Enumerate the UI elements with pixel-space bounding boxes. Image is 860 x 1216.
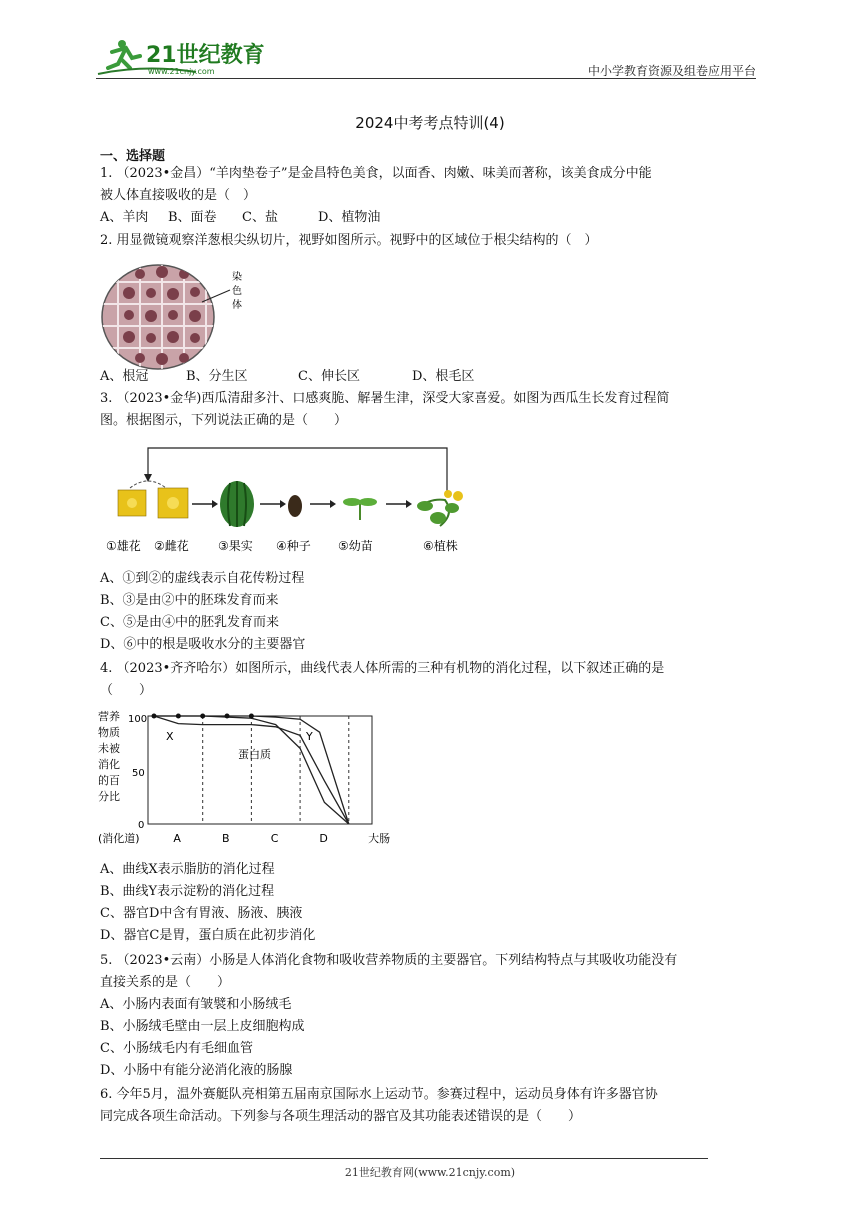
q1-options	[100, 209, 380, 227]
q6-stem-cont: 同完成各项生命活动。下列参与各项生理活动的器官及其功能表述错误的是（ ）	[100, 1109, 582, 1124]
xlabel: (消化道)	[98, 832, 140, 845]
ylabel-line-1: 营养	[98, 710, 120, 723]
q5-stem: 5. （2023•云南）小肠是人体消化食物和吸收营养物质的主要器官。下列结构特点与其吸收功能没有	[100, 953, 678, 968]
q1-option-d: D、植物油	[318, 210, 381, 225]
q4-stem: 4. （2023•齐齐哈尔）如图所示，曲线代表人体所需的三种有机物的消化过程，以下叙述正确的是	[100, 661, 665, 676]
q5-option-c: C、小肠绒毛内有毛细血管	[100, 1041, 253, 1056]
q2-micrograph	[100, 262, 260, 372]
ylabel-line-5: 的百	[98, 774, 120, 787]
q3-watermelon-lifecycle	[100, 438, 480, 560]
fig-label-seed: ④种子	[276, 539, 311, 553]
q2-option-d: D、根毛区	[412, 369, 475, 384]
svg-text:www.21cnjy.com: www.21cnjy.com	[148, 67, 215, 76]
ytick-50: 50	[132, 768, 145, 779]
q3-option-b: B、③是由②中的胚珠发育而来	[100, 593, 279, 608]
data-point-3	[200, 714, 205, 719]
data-point-4	[225, 714, 230, 719]
q4-option-b: B、曲线Y表示淀粉的消化过程	[100, 884, 275, 899]
q4-digestion-chart	[96, 706, 391, 848]
q1-stem-cont: 被人体直接吸收的是（ ）	[100, 188, 257, 203]
q3-option-d: D、⑥中的根是吸收水分的主要器官	[100, 637, 306, 652]
fig-label-female-flower: ②雌花	[154, 539, 189, 553]
q1-option-c: C、盐	[242, 210, 278, 225]
svg-text:21世纪教育: 21世纪教育	[146, 43, 265, 68]
ylabel-line-6: 分比	[98, 790, 120, 803]
q2-option-c: C、伸长区	[298, 369, 360, 384]
ytick-0: 0	[138, 820, 145, 831]
q3-stem: 3. （2023•金华)西瓜清甜多汁、口感爽脆、解暑生津，深受大家喜爱。如图为西瓜生长发育过程简	[100, 391, 670, 406]
q4-stem-cont: （ ）	[100, 683, 153, 698]
xtick-5: 大肠	[368, 832, 391, 845]
q3-stem-cont: 图。根据图示，下列说法正确的是（ ）	[100, 413, 348, 428]
curve-label-y: Y	[306, 730, 313, 743]
data-point-1	[152, 714, 157, 719]
q2-option-b: B、分生区	[186, 369, 248, 384]
section-heading: 一、选择题	[100, 149, 166, 164]
curve-label-protein: 蛋白质	[238, 748, 271, 761]
chromosome-label-1: 染	[232, 272, 242, 283]
fig-label-plant: ⑥植株	[423, 539, 458, 553]
q4-option-d: D、器官C是胃，蛋白质在此初步消化	[100, 928, 316, 943]
ylabel-line-3: 未被	[98, 742, 120, 755]
q1-stem: 1. （2023•金昌）“羊肉垫卷子”是金昌特色美食，以面香、肉嫩、味美而著称，该美食成分中能	[100, 166, 652, 181]
xtick-4: D	[319, 832, 328, 845]
q3-option-c: C、⑤是由④中的胚乳发育而来	[100, 615, 279, 630]
xtick-1: A	[173, 832, 181, 845]
q2-options	[100, 368, 474, 386]
data-point-5	[249, 714, 254, 719]
footer-text: 21世纪教育网(www.21cnjy.com)	[344, 1166, 516, 1179]
header-divider	[96, 78, 756, 79]
plot-frame	[148, 716, 372, 824]
fig-label-seedling: ⑤幼苗	[338, 539, 373, 553]
ylabel-line-4: 消化	[98, 758, 120, 771]
q5-option-b: B、小肠绒毛壁由一层上皮细胞构成	[100, 1019, 305, 1034]
ylabel-line-2: 物质	[98, 726, 120, 739]
q5-option-d: D、小肠中有能分泌消化液的肠腺	[100, 1063, 293, 1078]
q4-option-c: C、器官D中含有胃液、肠液、胰液	[100, 906, 303, 921]
q2-stem: 2. 用显微镜观察洋葱根尖纵切片，视野如图所示。视野中的区域位于根尖结构的（ ）	[100, 233, 598, 248]
data-point-2	[176, 714, 181, 719]
fig-label-fruit: ③果实	[218, 539, 253, 553]
platform-name: 中小学教育资源及组卷应用平台	[587, 64, 756, 78]
q1-option-a: A、羊肉	[100, 210, 149, 225]
chromosome-label-3: 体	[232, 300, 242, 311]
xtick-2: B	[222, 832, 230, 845]
xtick-3: C	[270, 832, 279, 845]
site-logo	[96, 34, 266, 78]
fig-label-male-flower: ①雄花	[106, 539, 141, 553]
q4-option-a: A、曲线X表示脂肪的消化过程	[100, 862, 275, 877]
chromosome-label-2: 色	[232, 286, 242, 297]
q2-option-a: A、根冠	[100, 369, 149, 384]
ytick-100: 100	[128, 714, 148, 725]
curve-label-x: X	[166, 730, 174, 743]
q5-option-a: A、小肠内表面有皱襞和小肠绒毛	[100, 997, 292, 1012]
q5-stem-cont: 直接关系的是（ ）	[100, 975, 231, 990]
q3-option-a: A、①到②的虚线表示自花传粉过程	[100, 571, 305, 586]
footer-divider	[100, 1158, 708, 1159]
q6-stem: 6. 今年5月，温外赛艇队亮相第五届南京国际水上运动节。参赛过程中，运动员身体有许多器官协	[100, 1087, 658, 1102]
q1-option-b: B、面卷	[168, 210, 217, 225]
page-title: 2024中考考点特训(4)	[355, 114, 505, 132]
